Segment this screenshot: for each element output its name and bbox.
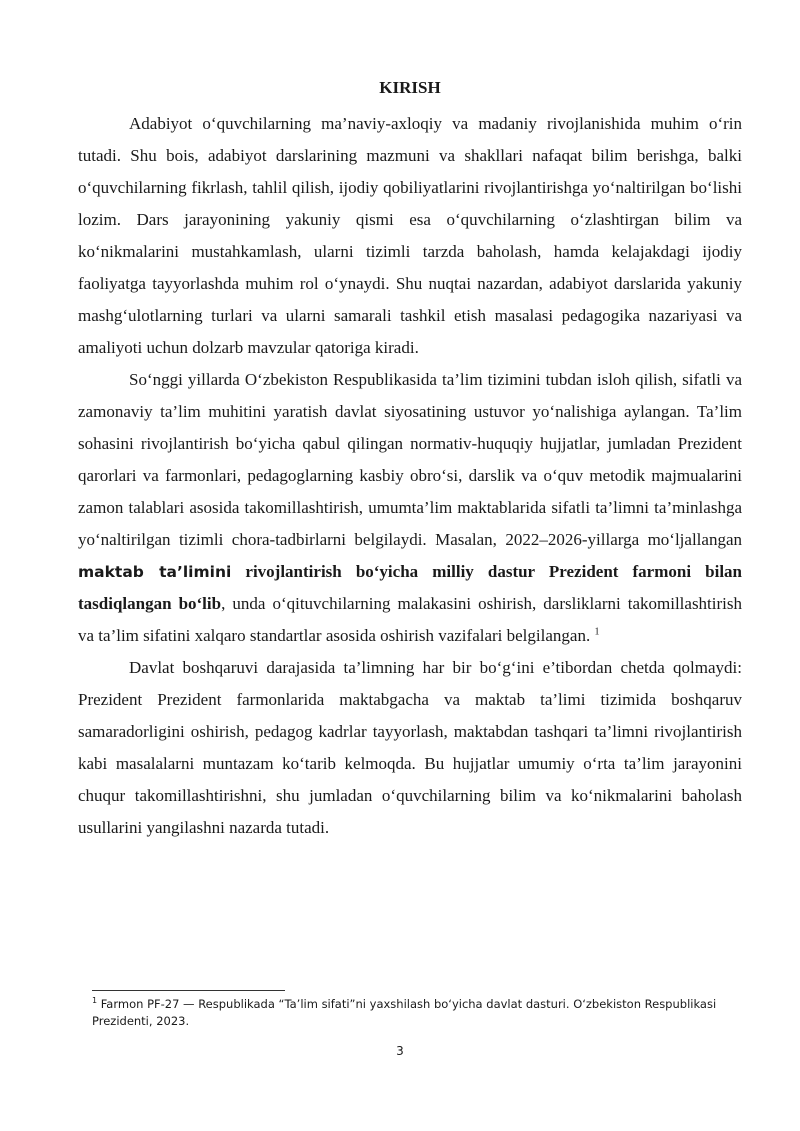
footnote-reference[interactable]: 1 xyxy=(594,626,600,638)
paragraph-governance: Davlat boshqaruvi darajasida ta’limning har bir bo‘g‘ini e’tibordan chetda qolmaydi: Prezident Prezident farmonlarida maktabgacha va maktab ta’limi tizimida boshqaruv samaradorligini oshirish, pedagog kadrlar tayyorlash, maktabdan tashqari ta’limni rivojlantirish kabi masalalarni muntazam ko‘tarib kelmoqda. Bu hujjatlar umumiy o‘rta ta’lim jarayonini chuqur takomillashtirishni, shu jumladan o‘quvchilarning bilim va ko‘nikmalarini baholash usullarini yangilashni nazarda tutadi. xyxy=(78,658,742,837)
footnote xyxy=(92,996,742,1030)
footnote-number: 1 xyxy=(92,996,98,1006)
paragraph-intro: Adabiyot o‘quvchilarning ma’naviy-axloqiy va madaniy rivojlanishida muhim o‘rin tutadi. Shu bois, adabiyot darslarining mazmuni va shakllari nafaqat bilim berishga, balki o‘quvchilarning fikrlash, tahlil qilish, ijodiy qobiliyatlarini rivojlantirishga yo‘naltirilgan bo‘lishi lozim. Dars jarayonining yakuniy qismi esa o‘quvchilarning o‘zlashtirgan bilim va ko‘nikmalarini mustahkamlash, ularni tizimli tarzda baholash, hamda kelajakdagi ijodiy faoliyatga tayyorlashda muhim rol o‘ynaydi. Shu nuqtai nazardan, adabiyot darslarida yakuniy mashg‘ulotlarning turlari va ularni samarali tashkil etish masalasi pedagogika nazariyasi va amaliyoti uchun dolzarb mavzular qatoriga kiradi. xyxy=(78,114,742,357)
bold-phrase-national-program: rivojlantirish bo‘yicha milliy dastur Prezident farmoni bilan tasdiqlangan bo‘lib xyxy=(78,562,742,613)
footnote-text: Farmon PF-27 — Respublikada “Ta’lim sifati”ni yaxshilash bo‘yicha davlat dasturi. O‘zbekiston Respublikasi Prezidenti, 2023. xyxy=(92,997,717,1028)
section-heading: KIRISH xyxy=(379,78,441,97)
bold-phrase-school-education: maktab ta’limini xyxy=(78,563,232,581)
page-number: 3 xyxy=(396,1044,404,1058)
paragraph-reforms-end: , unda o‘qituvchilarning malakasini oshirish, darsliklarni takomillashtirish va ta’lim sifatini xalqaro standartlar asosida oshirish vazifalari belgilangan. xyxy=(78,594,743,645)
main-content xyxy=(78,72,742,844)
paragraph-reforms-start: So‘nggi yillarda O‘zbekiston Respublikasida ta’lim tizimini tubdan isloh qilish, sifatli va zamonaviy ta’lim muhitini yaratish davlat siyosatining ustuvor yo‘nalishiga aylangan. Ta’lim sohasini rivojlantirish bo‘yicha qabul qilingan normativ-huquqiy hujjatlar, jumladan Prezident qarorlari va farmonlari, pedagoglarning kasbiy obro‘si, darslik va o‘quv metodik majmualarini zamon talablari asosida takomillashtirish, umumta’lim maktablarida sifatli ta’limni ta’minlashga yo‘naltirilgan tizimli chora-tadbirlarni belgilaydi. Masalan, 2022–2026-yillarga mo‘ljallangan xyxy=(78,370,742,549)
paragraph-reforms xyxy=(78,364,742,652)
footnote-separator xyxy=(92,990,285,991)
